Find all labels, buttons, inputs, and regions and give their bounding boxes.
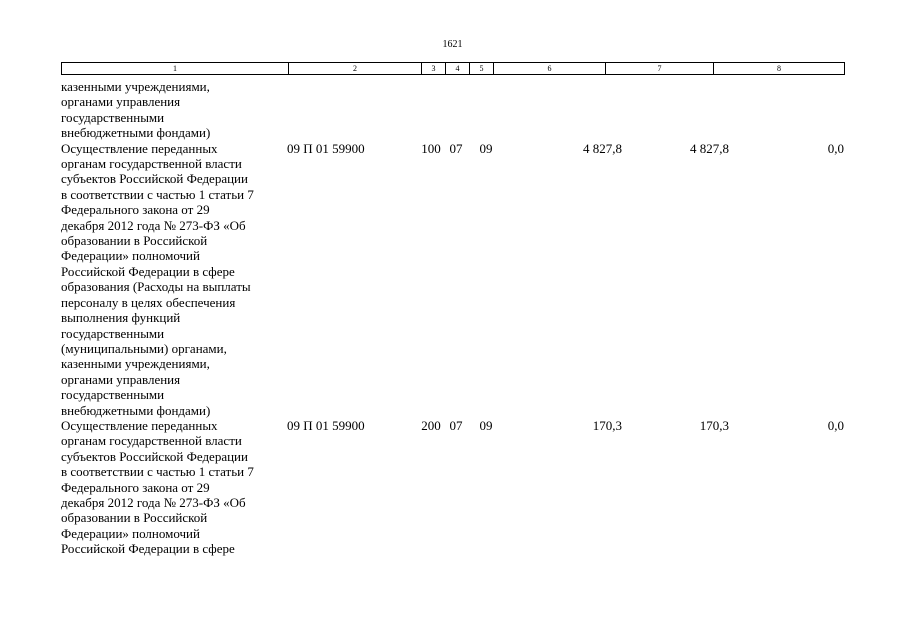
amount-column-8: 0,0 — [827, 140, 844, 156]
column-number-5: 5 — [470, 63, 494, 75]
table-row — [61, 141, 844, 418]
target-article-code: 09 П 01 59900 — [287, 140, 365, 156]
page-number: 1621 — [442, 39, 463, 50]
column-number-2: 2 — [289, 63, 422, 75]
subsection-code: 09 — [479, 417, 493, 433]
amount-column-6: 4 827,8 — [583, 140, 622, 156]
expense-description: Осуществление переданных органам государственной власти субъектов Российской Федерации в соответствии с частью 1 статьи 7 Федерального закона от 29 декабря 2012 года № 273-ФЗ «Об образовании в Российской Федерации» полномочий Российской Федерации в сфере образования (Расходы на выплаты персоналу в целях обеспечения выполнения функций государственными (муниципальными) органами, казенными учреждениями, органами управления государственными внебюджетными фондами) — [61, 140, 254, 418]
column-number-7: 7 — [606, 63, 714, 75]
table-row — [61, 79, 844, 141]
column-number-6: 6 — [494, 63, 606, 75]
column-number-4: 4 — [446, 63, 470, 75]
target-article-code: 09 П 01 59900 — [287, 417, 365, 433]
amount-column-8: 0,0 — [827, 417, 844, 433]
table-row — [61, 418, 844, 557]
expense-description: казенными учреждениями, органами управления государственными внебюджетными фондами) — [61, 79, 211, 141]
amount-column-7: 170,3 — [699, 417, 729, 433]
budget-table-body — [61, 79, 844, 557]
amount-column-7: 4 827,8 — [690, 140, 729, 156]
column-number-8: 8 — [714, 63, 845, 75]
column-number-header — [61, 62, 845, 75]
expense-type-code: 200 — [421, 417, 441, 433]
expense-type-code: 100 — [421, 140, 441, 156]
column-number-1: 1 — [62, 63, 289, 75]
amount-column-6: 170,3 — [592, 417, 622, 433]
section-code: 07 — [449, 140, 463, 156]
column-number-3: 3 — [422, 63, 446, 75]
section-code: 07 — [449, 417, 463, 433]
subsection-code: 09 — [479, 140, 493, 156]
expense-description: Осуществление переданных органам государственной власти субъектов Российской Федерации в соответствии с частью 1 статьи 7 Федерального закона от 29 декабря 2012 года № 273-ФЗ «Об образовании в Российской Федерации» полномочий Российской Федерации в сфере — [61, 417, 254, 557]
